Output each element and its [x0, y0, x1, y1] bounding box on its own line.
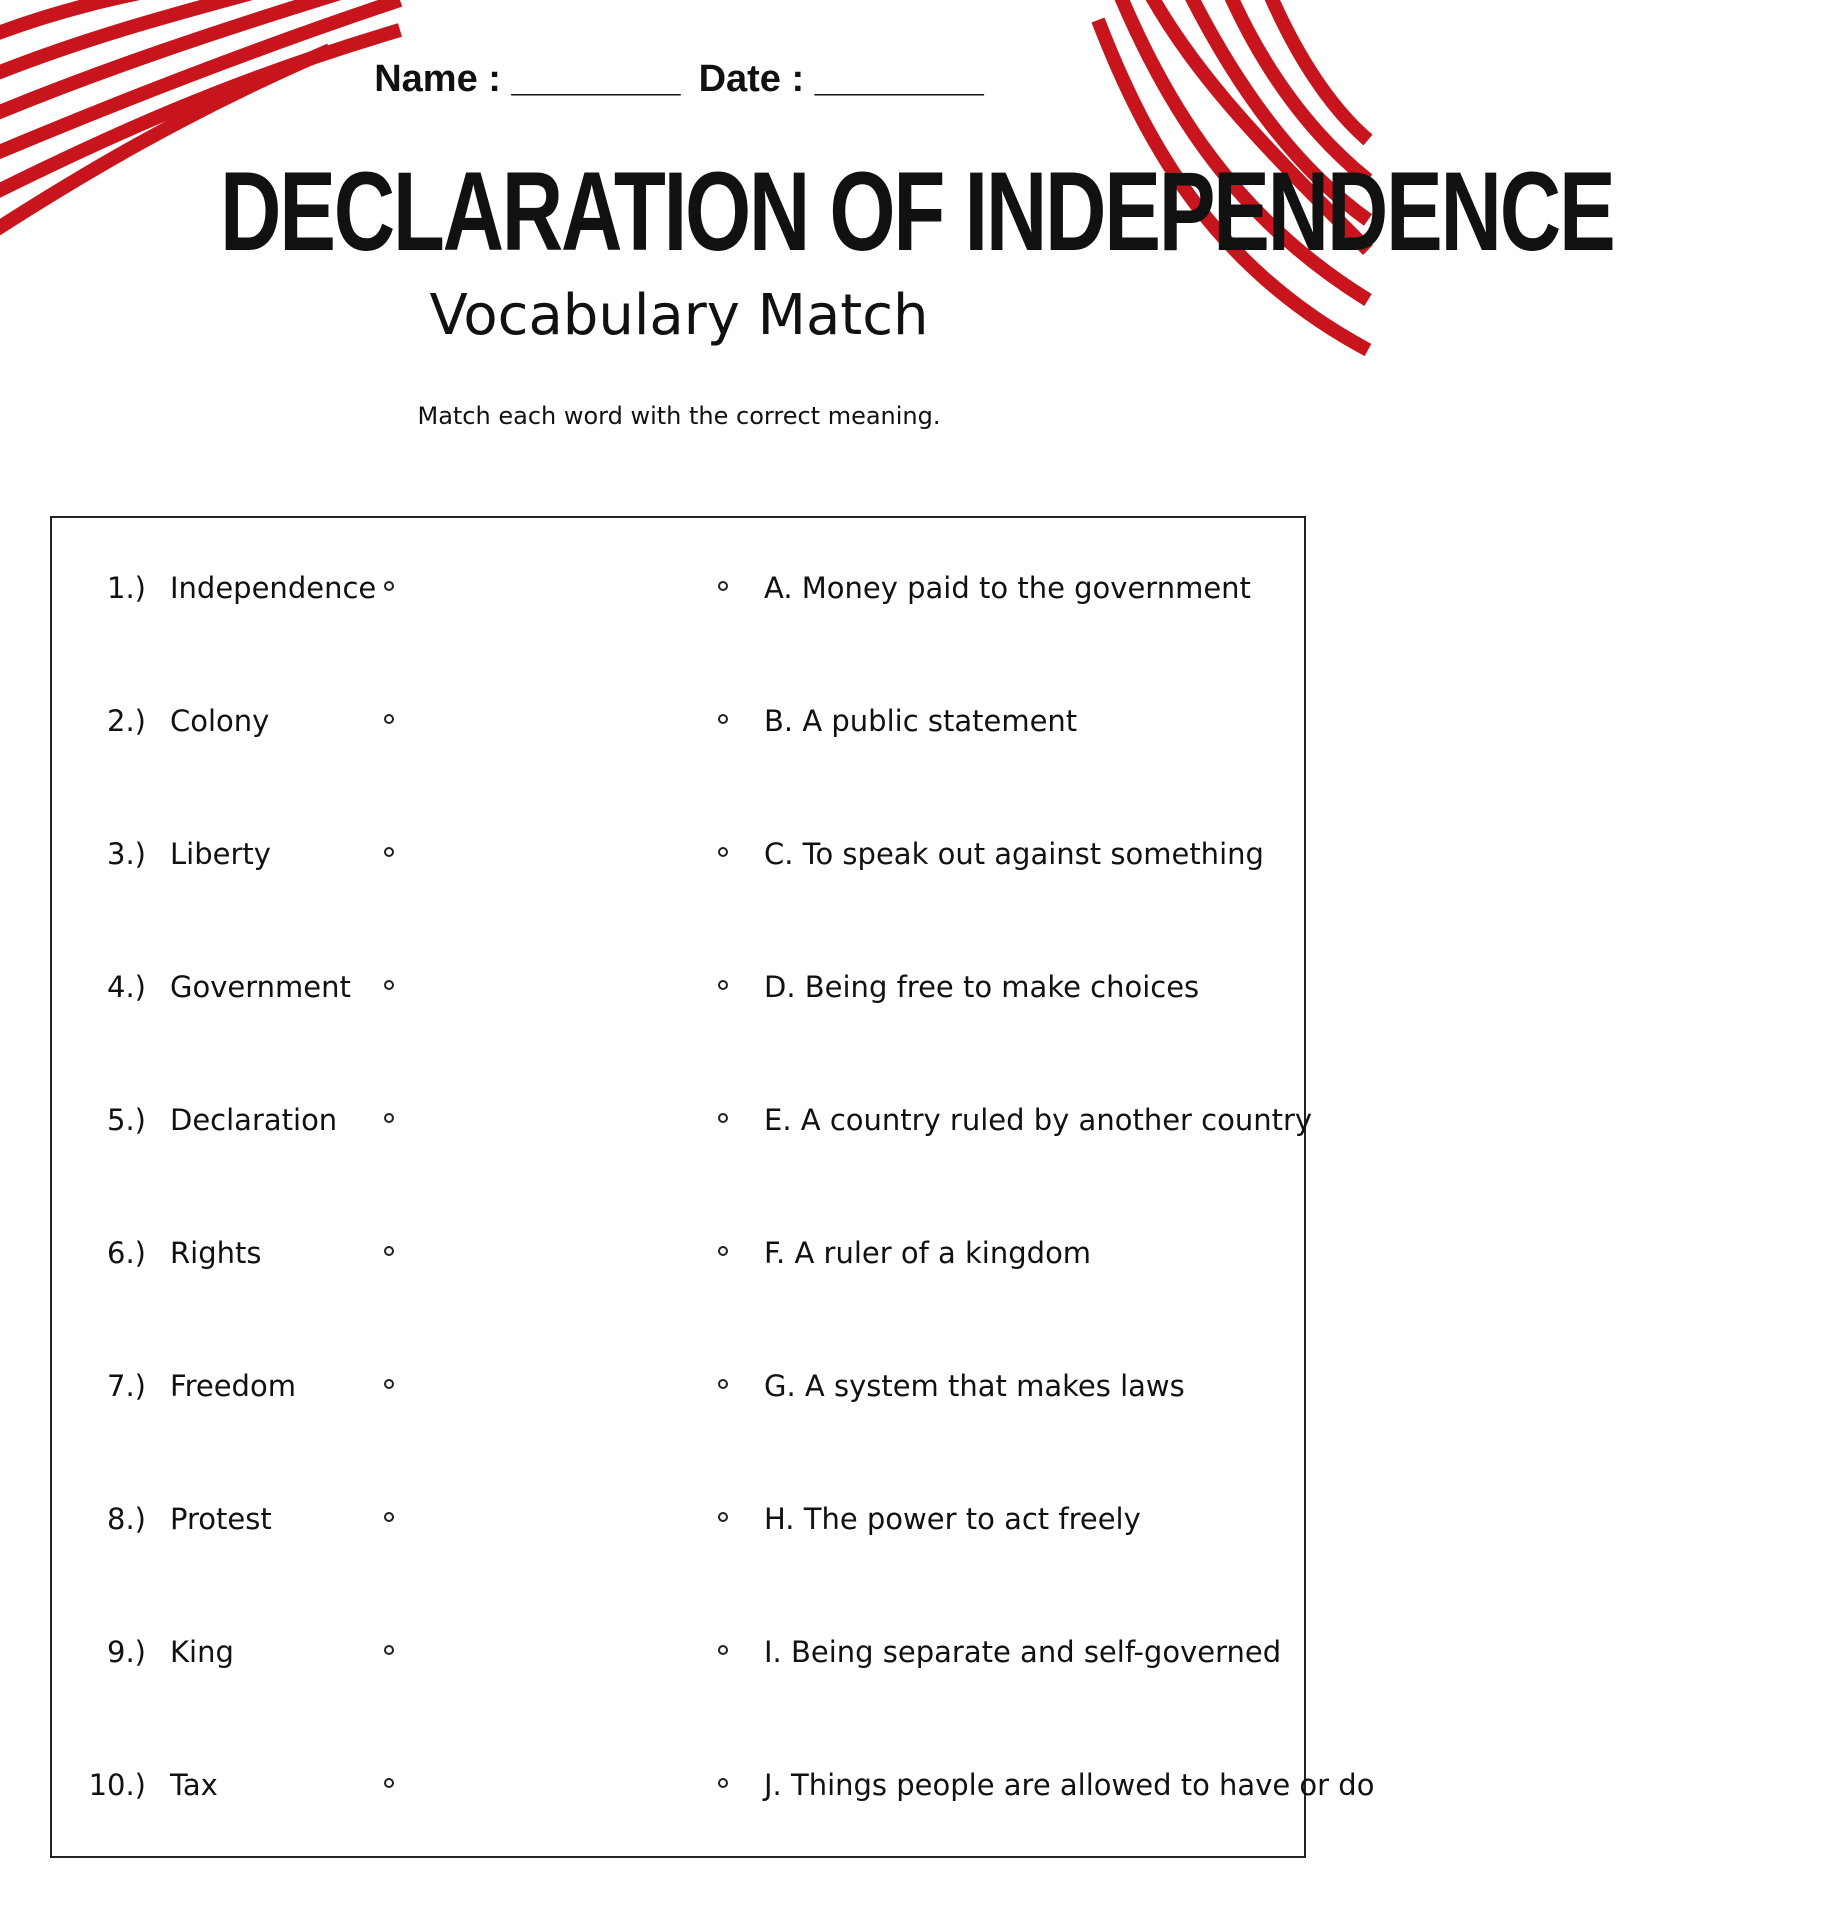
instruction-text: Match each word with the correct meaning. [417, 402, 941, 430]
item-number: 1.) [107, 571, 146, 605]
vocabulary-word: Tax [170, 1768, 218, 1802]
item-number: 2.) [107, 704, 146, 738]
word-match-dot[interactable] [384, 581, 394, 591]
match-row [52, 1090, 1313, 1150]
vocabulary-word: Declaration [170, 1103, 338, 1137]
word-match-dot[interactable] [384, 1379, 394, 1389]
match-row [52, 1489, 1304, 1549]
name-field[interactable]: Name : ________ [374, 58, 681, 100]
item-number: 7.) [107, 1369, 146, 1403]
definition-text: J. Things people are allowed to have or do [764, 1768, 1375, 1802]
match-row [52, 1223, 1304, 1283]
worksheet-title: DECLARATION OF INDEPENDENCE [220, 149, 1614, 274]
definition-match-dot[interactable] [718, 1512, 728, 1522]
match-row [52, 824, 1304, 884]
word-match-dot[interactable] [384, 1113, 394, 1123]
definition-match-dot[interactable] [718, 714, 728, 724]
worksheet-subtitle: Vocabulary Match [429, 283, 929, 348]
vocabulary-word: Liberty [170, 837, 271, 871]
item-number: 3.) [107, 837, 146, 871]
vocabulary-word: Colony [170, 704, 270, 738]
word-match-dot[interactable] [384, 1778, 394, 1788]
item-number: 8.) [107, 1502, 146, 1536]
item-number: 10.) [88, 1768, 146, 1802]
vocabulary-word: Government [170, 970, 351, 1004]
definition-text: D. Being free to make choices [764, 970, 1200, 1004]
vocabulary-word: Protest [170, 1502, 272, 1536]
vocabulary-word: Independence [170, 571, 377, 605]
item-number: 6.) [107, 1236, 146, 1270]
match-row [52, 1622, 1304, 1682]
definition-text: E. A country ruled by another country [764, 1103, 1313, 1137]
match-row [52, 558, 1304, 618]
definition-match-dot[interactable] [718, 847, 728, 857]
definition-match-dot[interactable] [718, 1246, 728, 1256]
definition-text: B. A public statement [764, 704, 1078, 738]
item-number: 4.) [107, 970, 146, 1004]
name-date-line [0, 58, 1358, 101]
definition-match-dot[interactable] [718, 1778, 728, 1788]
word-match-dot[interactable] [384, 847, 394, 857]
item-number: 5.) [107, 1103, 146, 1137]
matching-box [50, 516, 1375, 1858]
word-match-dot[interactable] [384, 980, 394, 990]
vocabulary-word: Rights [170, 1236, 262, 1270]
definition-text: C. To speak out against something [764, 837, 1264, 871]
word-match-dot[interactable] [384, 1645, 394, 1655]
match-row [52, 1356, 1304, 1416]
definition-match-dot[interactable] [718, 581, 728, 591]
match-row [52, 1755, 1375, 1815]
word-match-dot[interactable] [384, 1512, 394, 1522]
definition-text: F. A ruler of a kingdom [764, 1236, 1092, 1270]
vocabulary-word: Freedom [170, 1369, 296, 1403]
word-match-dot[interactable] [384, 1246, 394, 1256]
definition-text: I. Being separate and self-governed [764, 1635, 1282, 1669]
item-number: 9.) [107, 1635, 146, 1669]
definition-match-dot[interactable] [718, 980, 728, 990]
definition-match-dot[interactable] [718, 1113, 728, 1123]
match-row [52, 691, 1304, 751]
word-match-dot[interactable] [384, 714, 394, 724]
match-row [52, 957, 1304, 1017]
definition-match-dot[interactable] [718, 1379, 728, 1389]
definition-text: G. A system that makes laws [764, 1369, 1185, 1403]
vocabulary-word: King [170, 1635, 234, 1669]
date-field[interactable]: Date : ________ [698, 58, 984, 100]
definition-text: H. The power to act freely [764, 1502, 1141, 1536]
definition-text: A. Money paid to the government [764, 571, 1251, 605]
definition-match-dot[interactable] [718, 1645, 728, 1655]
